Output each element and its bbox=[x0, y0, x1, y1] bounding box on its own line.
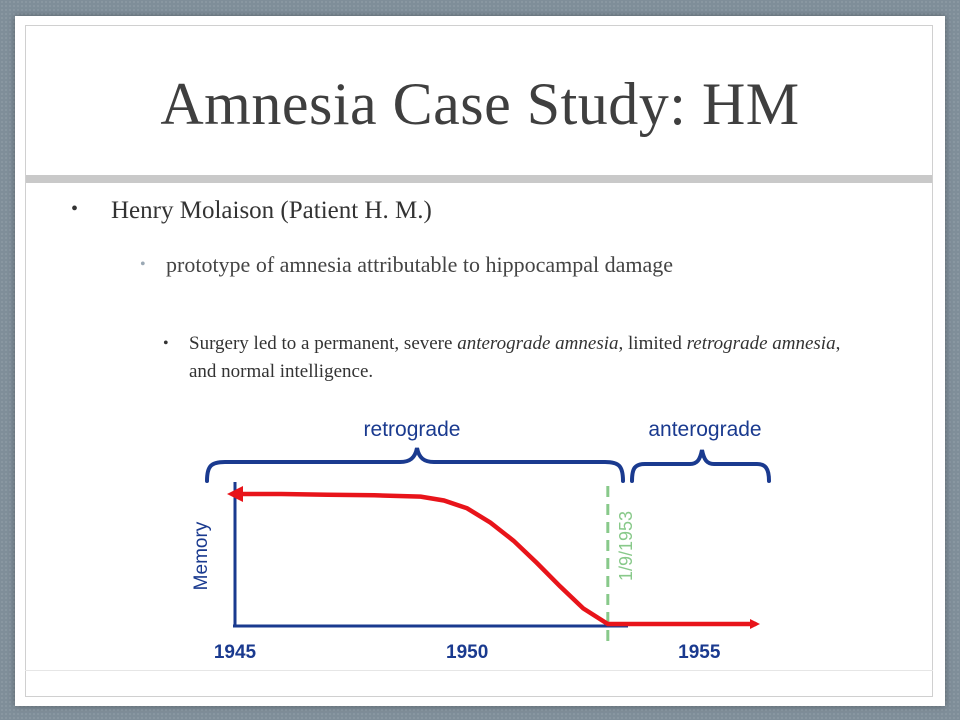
x-tick-1955: 1955 bbox=[678, 642, 721, 663]
y-axis-label: Memory bbox=[191, 521, 212, 591]
text-part: Surgery led to a permanent, severe bbox=[189, 333, 458, 354]
bullet-dot-icon: • bbox=[140, 256, 146, 273]
x-tick-1950: 1950 bbox=[446, 642, 489, 663]
bullet-level1-text: Henry Molaison (Patient H. M.) bbox=[111, 197, 432, 224]
bullet-level2-text: prototype of amnesia attributable to hippocampal damage bbox=[166, 252, 674, 277]
emphasis-retrograde: retrograde amnesia bbox=[686, 333, 836, 354]
bullet-dot-icon: • bbox=[71, 198, 79, 220]
text-part: , and normal intelligence. bbox=[189, 333, 841, 382]
surgery-date-label: 1/9/1953 bbox=[615, 510, 636, 582]
x-tick-1945: 1945 bbox=[213, 642, 257, 663]
slide bbox=[15, 16, 945, 706]
memory-curve bbox=[235, 494, 755, 624]
bullet-dot-icon: • bbox=[163, 335, 169, 352]
emphasis-anterograde: anterograde amnesia bbox=[457, 333, 619, 354]
slide-title: Amnesia Case Study: HM bbox=[160, 71, 800, 137]
footer-divider bbox=[25, 670, 933, 671]
text-part: , limited bbox=[618, 333, 687, 354]
memory-timeline-chart bbox=[145, 396, 865, 666]
anterograde-label: anterograde bbox=[648, 418, 762, 441]
retrograde-brace bbox=[207, 448, 623, 481]
anterograde-brace bbox=[632, 450, 769, 481]
retrograde-label: retrograde bbox=[363, 418, 461, 441]
bullet-level3-text bbox=[189, 330, 849, 386]
